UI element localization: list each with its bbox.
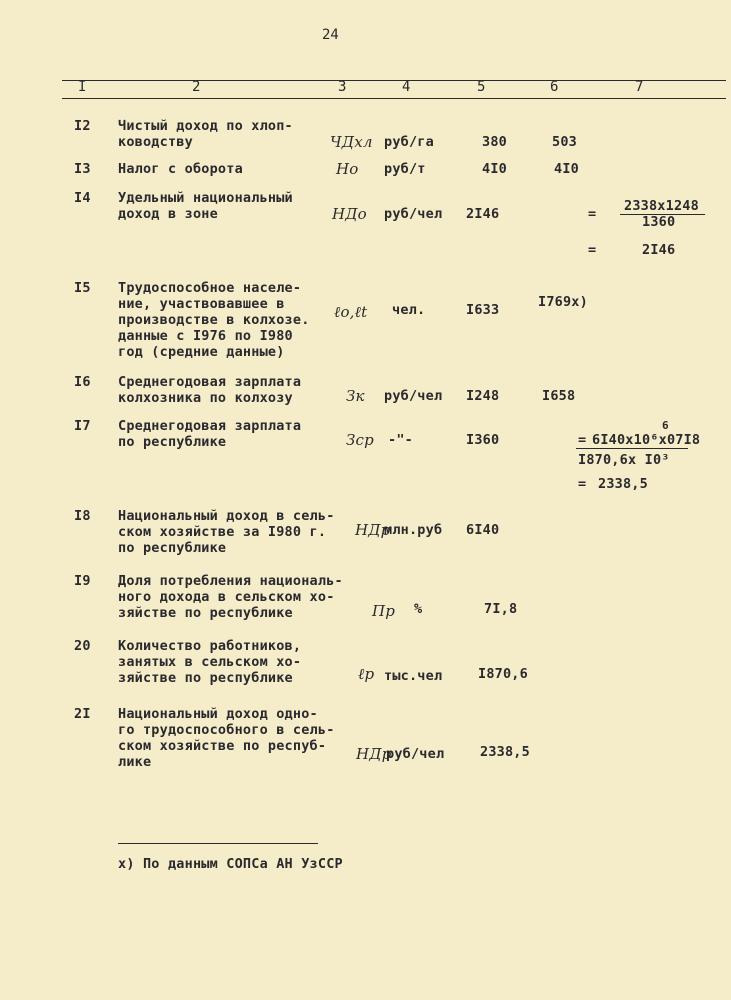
row-unit: чел.: [392, 302, 426, 318]
row-symbol: ℓр: [358, 665, 375, 683]
row-description: Трудоспособное населе- ние, участвовавшее в производстве в колхозе. данные с I976 по I980 год (средние данные): [118, 280, 310, 360]
row-number: I5: [74, 280, 91, 296]
header-col-3: 3: [338, 79, 347, 95]
row-unit: руб/чел: [384, 206, 443, 222]
footnote: х) По данным СОПСа АН УзССР: [118, 856, 343, 872]
row-description: Чистый доход по хлоп- ководству: [118, 118, 293, 150]
header-col-2: 2: [192, 79, 201, 95]
formula-equals: =: [578, 476, 587, 492]
row-number: I7: [74, 418, 91, 434]
formula-numerator: 6I40х10⁶х07I8: [592, 432, 701, 448]
row-unit: руб/чел: [384, 388, 443, 404]
formula-denominator: 1360: [642, 214, 676, 230]
formula-denominator: I870,6х I0³: [578, 452, 670, 468]
row-symbol: Но: [336, 160, 359, 178]
row-symbol: Зср: [346, 431, 374, 449]
header-bottom-rule: [62, 98, 726, 99]
header-col-7: 7: [635, 79, 644, 95]
row-description: Налог с оборота: [118, 161, 243, 177]
formula-numerator: 2338х1248: [624, 198, 699, 214]
row-unit: тыс.чел: [384, 668, 443, 684]
row-unit: руб/т: [384, 161, 426, 177]
row-value-5: 4I0: [482, 161, 507, 177]
row-description: Удельный национальный доход в зоне: [118, 190, 293, 222]
page-number: 24: [322, 27, 339, 43]
row-value-5: I248: [466, 388, 500, 404]
row-symbol: НДр: [355, 521, 391, 539]
row-symbol: ℓо,ℓt: [334, 303, 368, 321]
row-unit: %: [414, 601, 423, 617]
header-col-6: 6: [550, 79, 559, 95]
header-col-5: 5: [477, 79, 486, 95]
row-description: Национальный доход одно- го трудоспособного в сель- ском хозяйстве по респуб- лике: [118, 706, 335, 770]
row-value-6: 503: [552, 134, 577, 150]
row-number: I6: [74, 374, 91, 390]
row-symbol: НДр: [356, 745, 392, 763]
row-number: 2I: [74, 706, 91, 722]
formula-equals: =: [588, 242, 597, 258]
row-number: I4: [74, 190, 91, 206]
row-unit: млн.руб: [384, 522, 443, 538]
row-value-5: I360: [466, 432, 500, 448]
header-col-4: 4: [402, 79, 411, 95]
row-description: Среднегодовая зарплата колхозника по колхозу: [118, 374, 302, 406]
row-value-5: 7I,8: [484, 601, 518, 617]
row-symbol: НДо: [332, 205, 367, 223]
row-description: Национальный доход в сель- ском хозяйстве за I980 г. по республике: [118, 508, 335, 556]
formula-result: 2338,5: [598, 476, 648, 492]
row-value-5: 2338,5: [480, 744, 530, 760]
row-symbol: ЧДхл: [330, 133, 373, 151]
row-symbol: Зк: [346, 387, 365, 405]
row-description: Среднегодовая зарплата по республике: [118, 418, 302, 450]
header-top-rule: [62, 80, 726, 81]
row-description: Количество работников, занятых в сельском хо- зяйстве по республике: [118, 638, 302, 686]
row-value-6: I769х): [538, 294, 588, 310]
formula-equals: =: [578, 432, 587, 448]
formula-result: 2I46: [642, 242, 676, 258]
row-value-6: 4I0: [554, 161, 579, 177]
row-unit: руб/га: [384, 134, 434, 150]
row-value-5: 6I40: [466, 522, 500, 538]
row-value-5: 380: [482, 134, 507, 150]
row-unit: -"-: [388, 432, 413, 448]
row-value-5: 2I46: [466, 206, 500, 222]
row-unit: руб/чел: [386, 746, 445, 762]
formula-equals: =: [588, 206, 597, 222]
row-number: I8: [74, 508, 91, 524]
row-number: I3: [74, 161, 91, 177]
header-col-1: I: [78, 79, 87, 95]
row-value-5: I633: [466, 302, 500, 318]
row-number: I2: [74, 118, 91, 134]
row-value-5: I870,6: [478, 666, 528, 682]
footnote-rule: [118, 843, 318, 844]
row-symbol: Пр: [372, 602, 396, 620]
row-number: I9: [74, 573, 91, 589]
fraction-bar: [576, 448, 688, 449]
row-description: Доля потребления националь- ного дохода в сельском хо- зяйстве по республике: [118, 573, 343, 621]
row-number: 20: [74, 638, 91, 654]
row-value-6: I658: [542, 388, 576, 404]
formula-exponent-mark: 6: [662, 419, 669, 432]
